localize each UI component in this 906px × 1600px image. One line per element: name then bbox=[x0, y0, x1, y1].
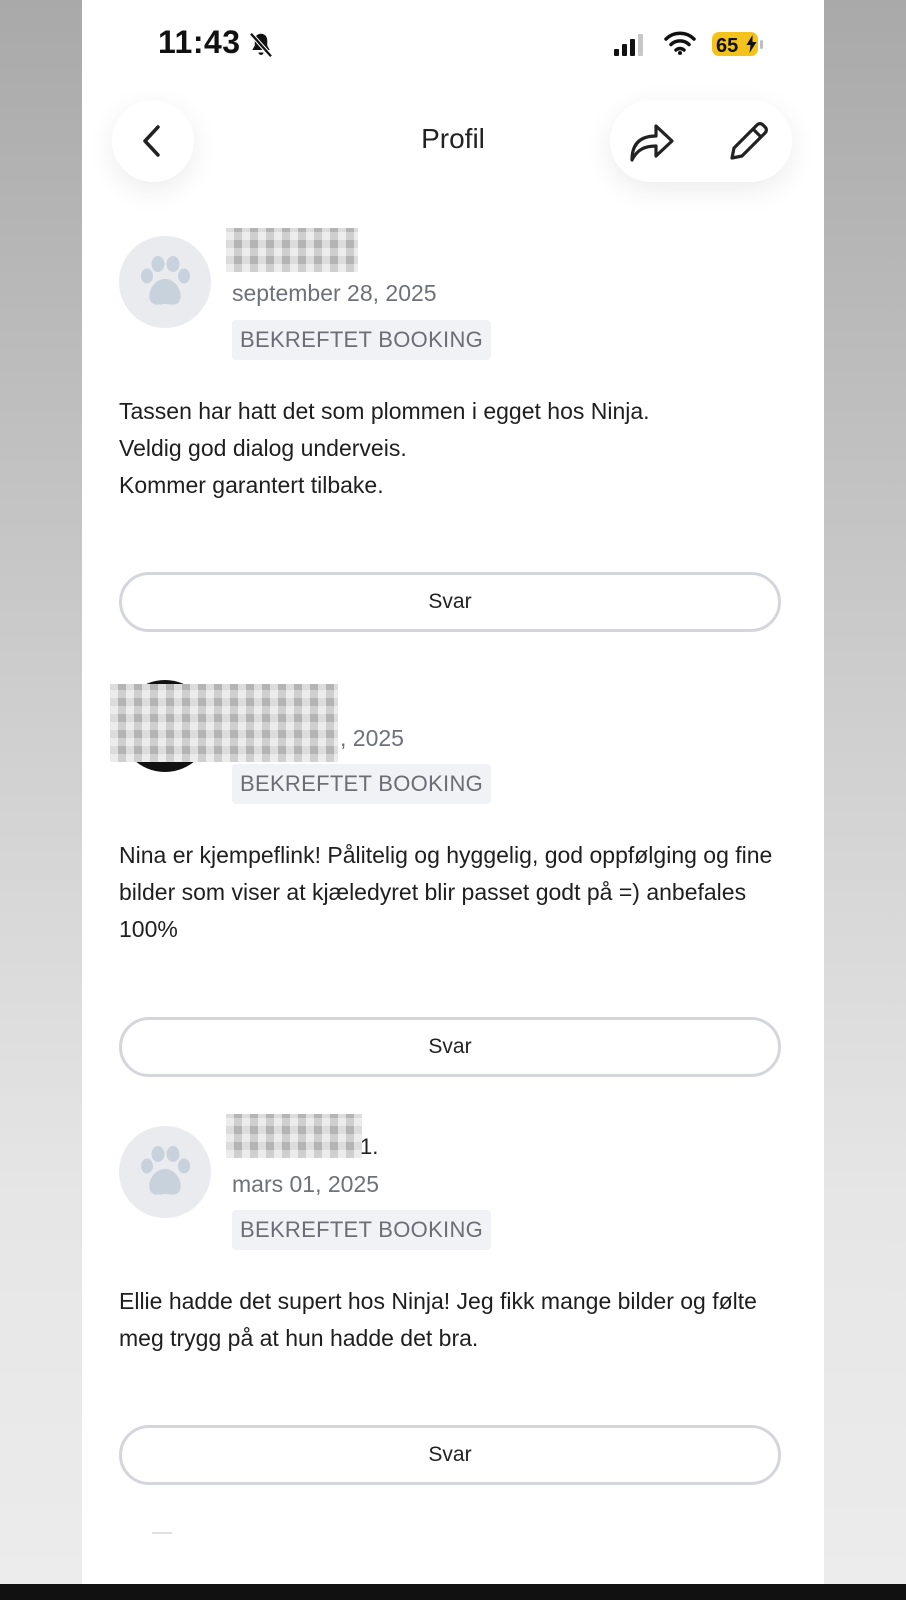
share-button[interactable] bbox=[626, 116, 678, 168]
verified-booking-badge: BEKREFTET BOOKING bbox=[232, 1210, 491, 1250]
reviewer-name-suffix: 1. bbox=[360, 1134, 379, 1159]
reviewer-name-redacted bbox=[226, 228, 358, 272]
next-review-edge bbox=[152, 1532, 172, 1534]
verified-booking-badge: BEKREFTET BOOKING bbox=[232, 764, 491, 804]
verified-booking-badge: BEKREFTET BOOKING bbox=[232, 320, 491, 360]
review-text: Ellie hadde det supert hos Ninja! Jeg fikk mange bilder og følte meg trygg på at hun hadde det bra. bbox=[119, 1288, 757, 1351]
reply-button[interactable]: Svar bbox=[119, 1017, 781, 1077]
reply-button[interactable]: Svar bbox=[119, 572, 781, 632]
header-actions bbox=[610, 100, 792, 182]
pencil-icon bbox=[724, 118, 772, 166]
page-title: Profil bbox=[421, 123, 485, 154]
paw-icon bbox=[136, 1144, 194, 1200]
reply-button[interactable]: Svar bbox=[119, 1425, 781, 1485]
reviewer-avatar bbox=[119, 236, 211, 328]
charging-bolt-icon bbox=[746, 35, 757, 53]
review-date: mars 01, 2025 bbox=[232, 1171, 380, 1197]
phone-screen bbox=[82, 0, 824, 1600]
reviewer-name-redacted bbox=[110, 684, 338, 762]
review-date: september 28, 2025 bbox=[232, 280, 437, 306]
edit-button[interactable] bbox=[722, 116, 774, 168]
signal-icon bbox=[614, 34, 646, 56]
wifi-icon bbox=[664, 30, 696, 56]
status-time: 11:43 bbox=[158, 24, 241, 60]
battery-cap bbox=[760, 40, 763, 49]
reviewer-name-redacted bbox=[226, 1114, 362, 1158]
paw-icon bbox=[136, 254, 194, 310]
battery-level bbox=[712, 32, 758, 56]
bell-slash-icon bbox=[246, 30, 276, 60]
battery-percent: 65 bbox=[716, 35, 739, 57]
reviewer-avatar bbox=[119, 1126, 211, 1218]
bottom-edge bbox=[0, 1584, 906, 1600]
status-bar bbox=[82, 0, 824, 90]
review-date: , 2025 bbox=[340, 725, 404, 751]
review-text: Nina er kjempeflink! Pålitelig og hyggelig, god oppfølging og fine bilder som viser at kjæledyret blir passet godt på =) anbefales 100% bbox=[119, 842, 773, 942]
share-arrow-icon bbox=[628, 120, 676, 164]
battery-icon bbox=[712, 30, 764, 58]
review-text: Tassen har hatt det som plommen i egget hos Ninja. Veldig god dialog underveis. Kommer garantert tilbake. bbox=[119, 398, 650, 498]
